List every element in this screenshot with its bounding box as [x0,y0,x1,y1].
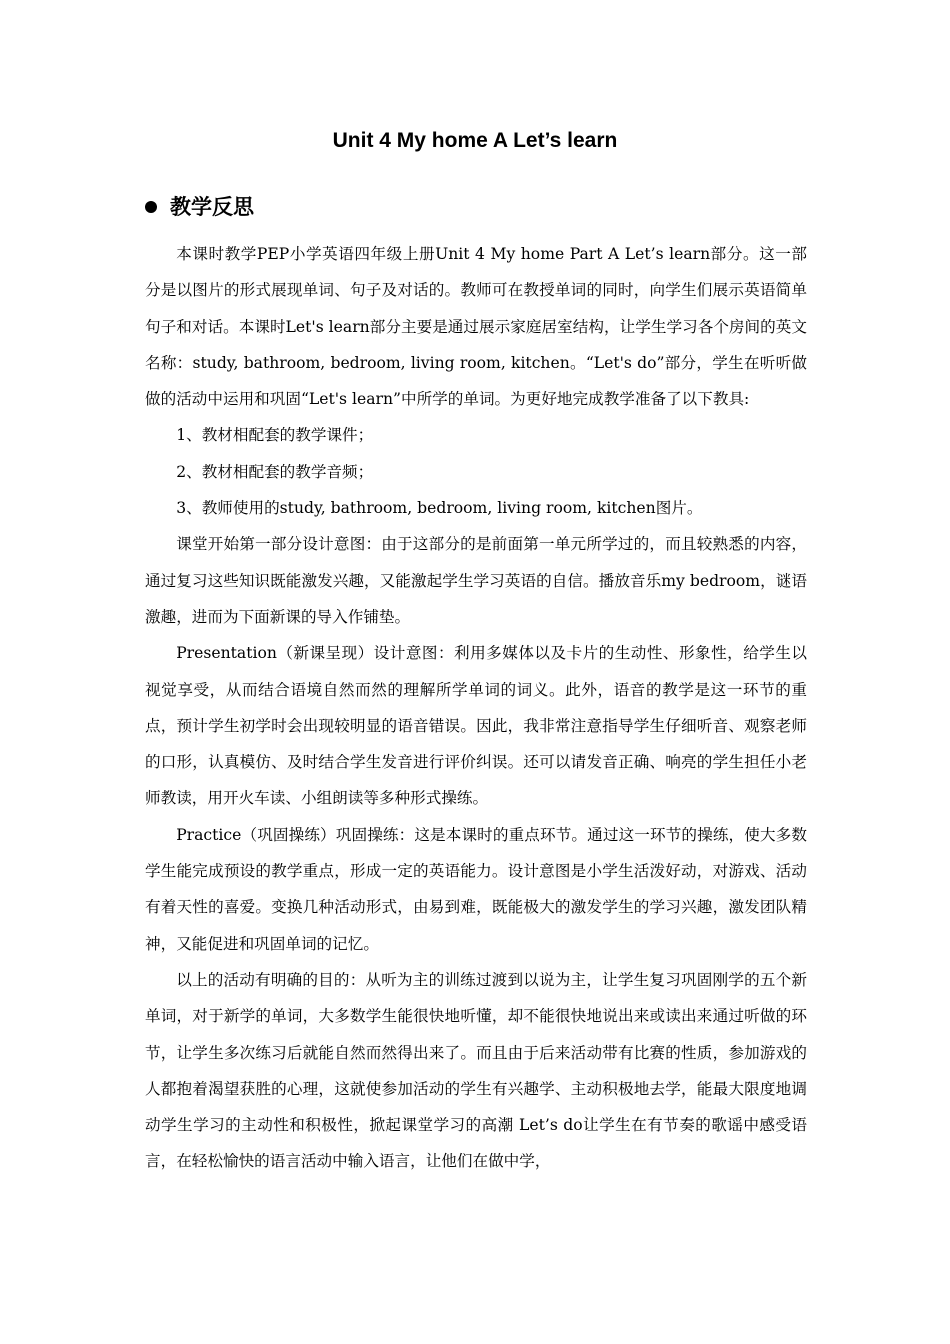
paragraph-intro: 本课时教学PEP小学英语四年级上册Unit 4 My home Part A Let’s learn部分。这一部分是以图片的形式展现单词、句子及对话的。教师可在教授单词的同时，向学生们展示英语简单句子和对话。本课时Let's learn部分主要是通过展示家庭居室结构，让学生学习各个房间的英文名称：study, bathroom, bedroom, living room, kitchen。“Let's do”部分，学生在听听做做的活动中运用和巩固“Let's learn”中所学的单词。为更好地完成教学准备了以下教具: [145,245,807,409]
bullet-icon [145,201,157,213]
list-item-2: 2、教材相配套的教学音频； [176,462,374,481]
document-body [145,236,807,1180]
paragraph-presentation: Presentation（新课呈现）设计意图：利用多媒体以及卡片的生动性、形象性，给学生以视觉享受，从而结合语境自然而然的理解所学单词的词义。此外，语音的教学是这一环节的重点，预计学生初学时会出现较明显的语音错误。因此，我非常注意指导学生仔细听音、观察老师的口形，认真模仿、及时结合学生发音进行评价纠误。还可以请发音正确、响亮的学生担任小老师教读，用开火车读、小组朗读等多种形式操练。 [145,644,807,808]
list-item-3: 3、教师使用的study, bathroom, bedroom, living room, kitchen图片。 [176,499,703,518]
document-title: Unit 4 My home A Let’s learn [332,129,618,152]
paragraph-practice: Practice（巩固操练）巩固操练：这是本课时的重点环节。通过这一环节的操练，使大多数学生能完成预设的教学重点，形成一定的英语能力。设计意图是小学生活泼好动，对游戏、活动有着天性的喜爱。变换几种活动形式，由易到难，既能极大的激发学生的学习兴趣，激发团队精神，又能促进和巩固单词的记忆。 [145,825,807,953]
list-item-1: 1、教材相配套的教学课件； [176,426,374,445]
paragraph-summary: 以上的活动有明确的目的：从听为主的训练过渡到以说为主，让学生复习巩固刚学的五个新单词，对于新学的单词，大多数学生能很快地听懂，却不能很快地说出来或读出来通过听做的环节，让学生多次练习后就能自然而然得出来了。而且由于后来活动带有比赛的性质，参加游戏的人都抱着渴望获胜的心理，这就使参加活动的学生有兴趣学、主动积极地去学，能最大限度地调动学生学习的主动性和积极性，掀起课堂学习的高潮 Let’s do让学生在有节奏的歌谣中感受语言，在轻松愉快的语言活动中输入语言，让他们在做中学， [145,970,807,1171]
paragraph-warmup: 课堂开始第一部分设计意图：由于这部分的是前面第一单元所学过的，而且较熟悉的内容，通过复习这些知识既能激发兴趣，又能激起学生学习英语的自信。播放音乐my bedroom，谜语激趣，进而为下面新课的导入作铺垫。 [145,535,807,626]
section-heading [145,192,254,222]
section-heading-text: 教学反思 [170,194,254,219]
